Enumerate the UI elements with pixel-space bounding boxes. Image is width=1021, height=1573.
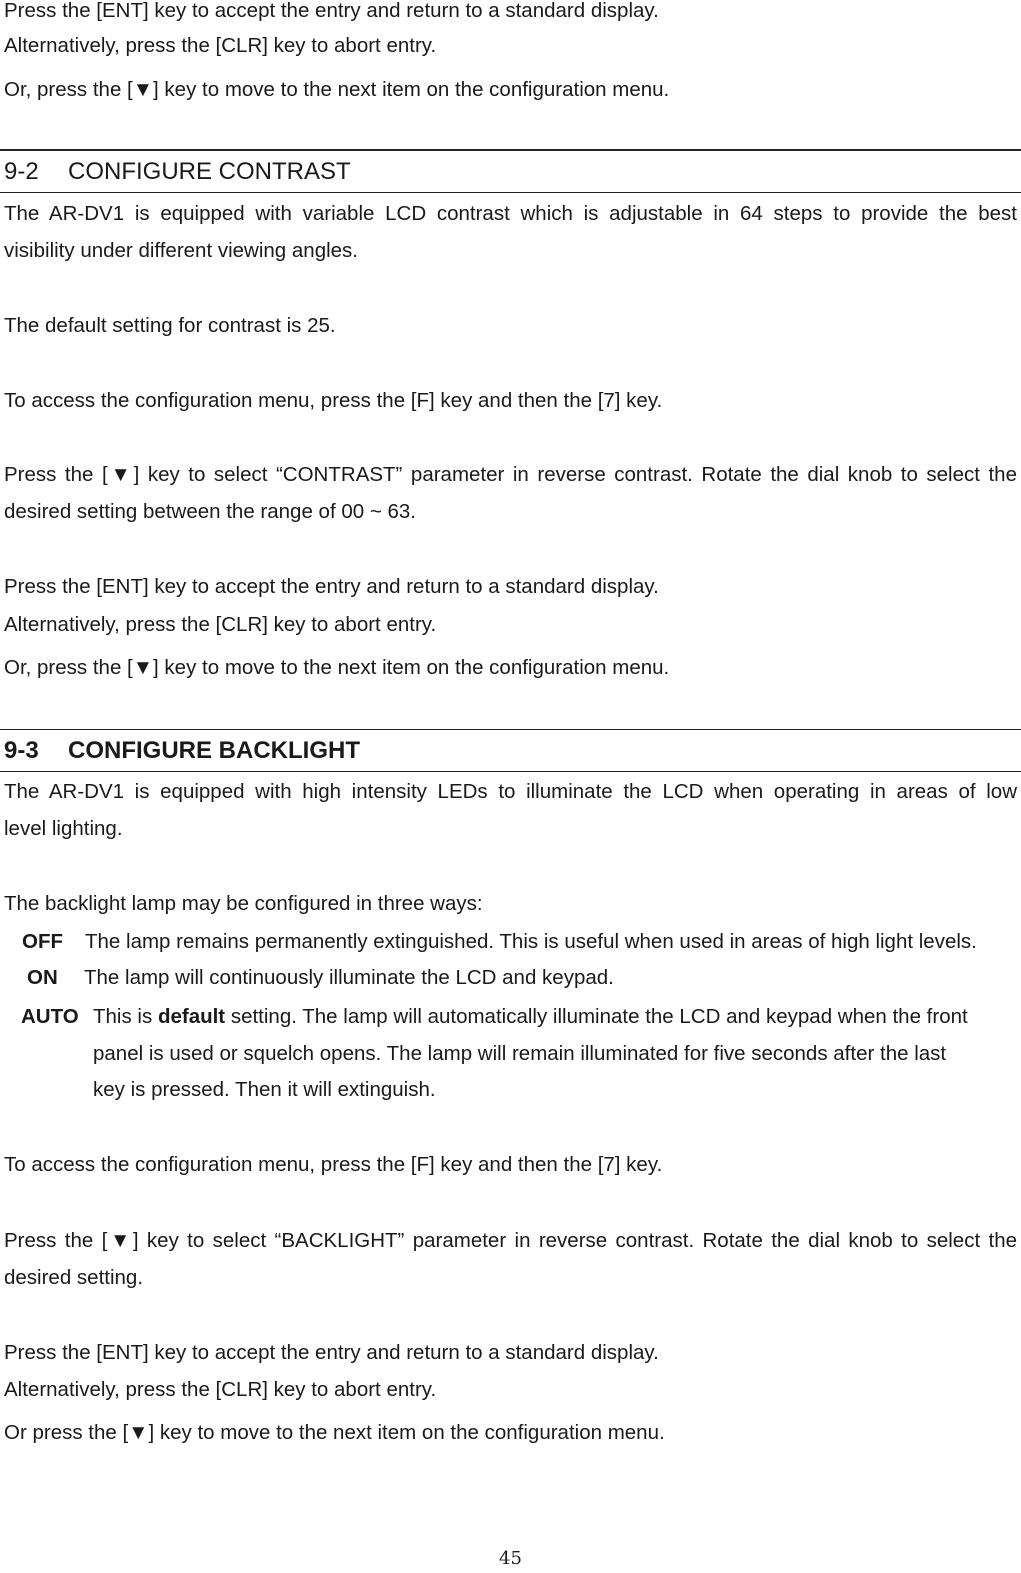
auto-desc-default: default [157,1005,226,1028]
section-rule-bottom [0,192,1021,193]
contrast-default-text: The default setting for contrast is 25. [4,314,336,337]
contrast-section-title: CONFIGURE CONTRAST [68,158,351,185]
contrast-select-line1: Press the [▼] key to select “CONTRAST” parameter in reverse contrast. Rotate the dial knob to select the [4,463,1017,486]
contrast-intro-line2: visibility under different viewing angles. [4,239,359,262]
top-next-text: Or, press the [▼] key to move to the next item on the configuration menu. [4,78,670,101]
option-desc-auto-line1 [93,1004,968,1030]
backlight-intro-line2: level lighting. [4,817,123,840]
option-term-off: OFF [22,930,63,953]
contrast-select-line2: desired setting between the range of 00 ~ 63. [4,500,417,523]
backlight-section-title: CONFIGURE BACKLIGHT [68,737,360,764]
contrast-section-number: 9-2 [4,158,39,185]
backlight-next-text: Or press the [▼] key to move to the next item on the configuration menu. [4,1421,665,1444]
backlight-select-line1: Press the [▼] key to select “BACKLIGHT” parameter in reverse contrast. Rotate the dial knob to select the [4,1229,1017,1252]
backlight-access-text: To access the configuration menu, press the [F] key and then the [7] key. [4,1153,663,1176]
contrast-next-text: Or, press the [▼] key to move to the next item on the configuration menu. [4,656,670,679]
backlight-ways-text: The backlight lamp may be configured in three ways: [4,892,483,915]
page-number: 45 [499,1548,522,1569]
section-rule-bottom [0,771,1021,772]
contrast-abort-text: Alternatively, press the [CLR] key to abort entry. [4,613,437,636]
top-abort-text: Alternatively, press the [CLR] key to abort entry. [4,34,437,57]
option-desc-auto-line3: key is pressed. Then it will extinguish. [93,1078,436,1101]
section-rule-top [0,729,1021,730]
backlight-intro-line1: The AR-DV1 is equipped with high intensity LEDs to illuminate the LCD when operating in areas of low [4,780,1017,803]
section-rule-top [0,149,1021,151]
backlight-section-number: 9-3 [4,737,39,764]
option-term-auto: AUTO [21,1005,79,1028]
contrast-access-text: To access the configuration menu, press the [F] key and then the [7] key. [4,389,663,412]
option-desc-off: The lamp remains permanently extinguished. This is useful when used in areas of high light levels. [85,930,977,953]
auto-desc-prefix: This is [93,1005,158,1028]
top-enter-text: Press the [ENT] key to accept the entry and return to a standard display. [4,0,659,22]
backlight-heading [4,737,360,765]
option-desc-on: The lamp will continuously illuminate the LCD and keypad. [84,966,614,989]
option-desc-auto-line2: panel is used or squelch opens. The lamp will remain illuminated for five seconds after the last [93,1042,947,1065]
backlight-select-line2: desired setting. [4,1266,144,1289]
backlight-abort-text: Alternatively, press the [CLR] key to abort entry. [4,1378,437,1401]
contrast-intro-line1: The AR-DV1 is equipped with variable LCD contrast which is adjustable in 64 steps to provide the best [4,202,1017,225]
option-term-on: ON [27,966,58,989]
auto-desc-rest: setting. The lamp will automatically illuminate the LCD and keypad when the front [225,1005,968,1028]
contrast-enter-text: Press the [ENT] key to accept the entry and return to a standard display. [4,575,659,598]
backlight-enter-text: Press the [ENT] key to accept the entry and return to a standard display. [4,1341,659,1364]
contrast-heading [4,158,351,186]
